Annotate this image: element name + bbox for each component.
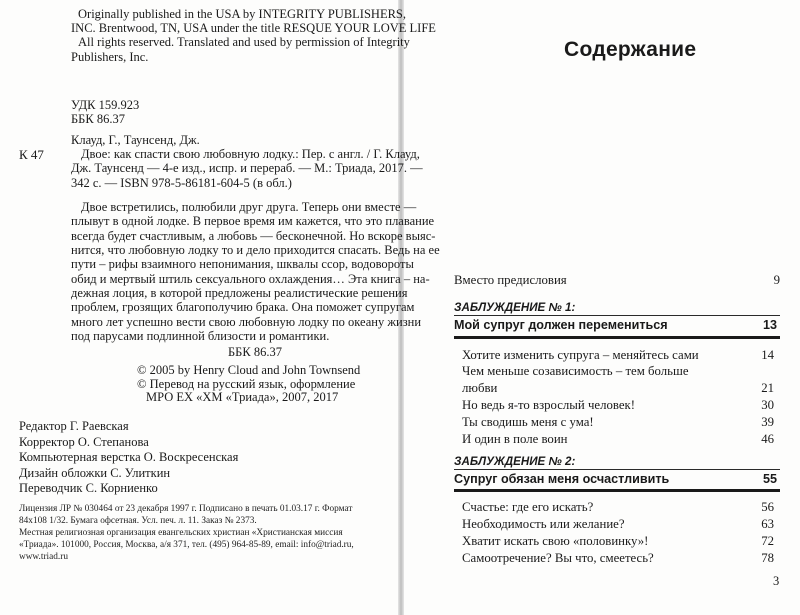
annotation-line: Двое встретились, полюбили друг друга. Теперь они вместе —: [81, 200, 417, 214]
credit-line: Редактор Г. Раевская: [19, 419, 129, 433]
annotation-line: много лет успешно вести свою любовную лодку по океану жизни: [71, 314, 422, 329]
toc-entry[interactable]: [462, 381, 774, 396]
license-line: 84х108 1/32. Бумага офсетная. Усл. печ. л. 11. Заказ № 2373.: [19, 515, 257, 526]
contents-page: [404, 0, 800, 615]
toc-entry-label: любви: [462, 381, 498, 395]
citation-line: Дж. Таунсенд — 4-е изд., испр. и перераб. — М.: Триада, 2017. —: [71, 161, 423, 176]
toc-entry-page: 14: [761, 348, 774, 362]
chapter-rule-bottom: [454, 489, 780, 492]
credit-line: Корректор О. Степанова: [19, 434, 149, 449]
notice-line: All rights reserved. Translated and used by permission of Integrity: [78, 35, 410, 50]
annotation-line: пути – рифы взаимного непонимания, шквалы ссор, водовороты: [71, 257, 414, 272]
toc-entry[interactable]: [462, 517, 774, 532]
chapter-label: ЗАБЛУЖДЕНИЕ № 1:: [454, 301, 576, 314]
toc-entry[interactable]: [462, 364, 774, 379]
toc-entry-label: Но ведь я-то взрослый человек!: [462, 398, 635, 412]
toc-entry-page: 46: [761, 432, 774, 446]
toc-entry-label: Хватит искать свою «половинку»!: [462, 534, 649, 548]
toc-chapter-title: Мой супруг должен перемениться: [454, 318, 668, 332]
copyright-line: МРО ЕХ «ХМ «Триада», 2007, 2017: [146, 390, 339, 405]
toc-chapter-title: Супруг обязан меня осчастливить: [454, 472, 670, 486]
annotation-line: обид и мертвый штиль сексуального охлаждения… Эта книга – на-: [71, 271, 430, 286]
toc-entry[interactable]: [462, 551, 774, 566]
toc-entry-page: 39: [761, 415, 774, 429]
chapter-rule-bottom: [454, 336, 780, 339]
annotation-line: плывут в одной лодке. В первое время им кажется, что это плавание: [71, 214, 435, 229]
toc-entry-label: И один в поле воин: [462, 432, 568, 446]
chapter-rule-top: [454, 315, 780, 316]
toc-entry[interactable]: [462, 534, 774, 549]
toc-entry-label: Счастье: где его искать?: [462, 500, 594, 514]
license-line: «Триада». 101000, Россия, Москва, а/я 371, тел. (495) 964-85-89, email: info@triad.ru,: [19, 539, 354, 550]
toc-entry-label: Самоотречение? Вы что, смеетесь?: [462, 551, 654, 565]
toc-entry-page: 78: [761, 551, 774, 565]
license-info: [19, 504, 354, 564]
notice-line: Publishers, Inc.: [71, 49, 149, 64]
license-line: Местная религиозная организация евангельских христиан «Христианская миссия: [19, 527, 343, 538]
annotation-line: всегда будет счастливым, а любовь — бесконечной. Но вскоре выяс-: [71, 228, 436, 243]
toc-entry[interactable]: [462, 348, 774, 363]
toc-entry-page: 63: [761, 517, 774, 531]
chapter-label: ЗАБЛУЖДЕНИЕ № 2:: [454, 455, 576, 468]
author-mark: К 47: [19, 147, 44, 162]
toc-chapter-2[interactable]: [454, 472, 780, 487]
production-credits: [19, 419, 238, 497]
license-line: Лицензия ЛР № 030464 от 23 декабря 1997 г. Подписано в печать 01.03.17 г. Формат: [19, 504, 353, 514]
toc-entry-preface[interactable]: [454, 273, 780, 288]
toc-entry[interactable]: [462, 500, 774, 515]
citation-line: Двое: как спасти свою любовную лодку.: Пер. с англ. / Г. Клауд,: [81, 147, 420, 162]
toc-entry-page: 30: [761, 398, 774, 412]
toc-entry-label: Чем меньше созависимость – тем больше: [462, 364, 689, 378]
annotation-line: дежная лоция, в которой предложены реалистические решения: [71, 286, 408, 301]
toc-entry-page: 56: [761, 500, 774, 514]
toc-entry-label: Необходимость или желание?: [462, 517, 625, 531]
page-number: 3: [773, 574, 780, 588]
toc-entry-label: Ты сводишь меня с ума!: [462, 415, 594, 429]
toc-chapter-page: 55: [762, 472, 777, 486]
toc-entry-page: 21: [761, 381, 774, 395]
udk-code: УДК 159.923: [71, 98, 140, 112]
bbk-code-secondary: ББК 86.37: [228, 345, 282, 359]
notice-line: INC. Brentwood, TN, USA under the title RESQUE YOUR LOVE LIFE: [71, 21, 436, 36]
toc-entry[interactable]: [462, 398, 774, 413]
book-annotation: [71, 200, 440, 343]
credit-line: Переводчик С. Корниенко: [19, 481, 158, 496]
citation-line: 342 с. — ISBN 978-5-86181-604-5 (в обл.): [71, 175, 292, 190]
annotation-line: проблем, грозящих благополучию брака. Она поможет супругам: [71, 300, 415, 315]
copyright-notice: [137, 364, 360, 405]
toc-entry-page: 72: [761, 534, 774, 548]
copyright-line: © 2005 by Henry Cloud and John Townsend: [137, 363, 361, 377]
annotation-line: под парусами подлинной близости и романтики.: [71, 329, 330, 344]
toc-chapter-1[interactable]: [454, 318, 780, 333]
credit-line: Компьютерная верстка О. Воскресенская: [19, 450, 239, 465]
credit-line: Дизайн обложки С. Улиткин: [19, 465, 171, 480]
chapter-rule-top: [454, 469, 780, 470]
toc-entry-label: Вместо предисловия: [454, 273, 567, 287]
license-line: www.triad.ru: [19, 551, 68, 562]
toc-chapter-page: 13: [762, 318, 777, 332]
toc-entry[interactable]: [462, 415, 774, 430]
notice-line: Originally published in the USA by INTEGRITY PUBLISHERS,: [78, 7, 407, 21]
original-publication-notice: [71, 7, 436, 64]
page-title: Содержание: [564, 38, 697, 61]
bbk-code: ББК 86.37: [71, 112, 125, 126]
annotation-line: нится, что любовную лодку то и дело приходится спасать. Ведь на ее: [71, 243, 440, 258]
bibliographic-citation: [71, 133, 423, 190]
toc-entry[interactable]: [462, 432, 774, 447]
toc-entry-page: 9: [773, 273, 780, 287]
copyright-line: © Перевод на русский язык, оформление: [137, 376, 356, 391]
toc-entry-label: Хотите изменить супруга – меняйтесь сами: [462, 348, 699, 362]
citation-line: Клауд, Г., Таунсенд, Дж.: [71, 133, 200, 147]
